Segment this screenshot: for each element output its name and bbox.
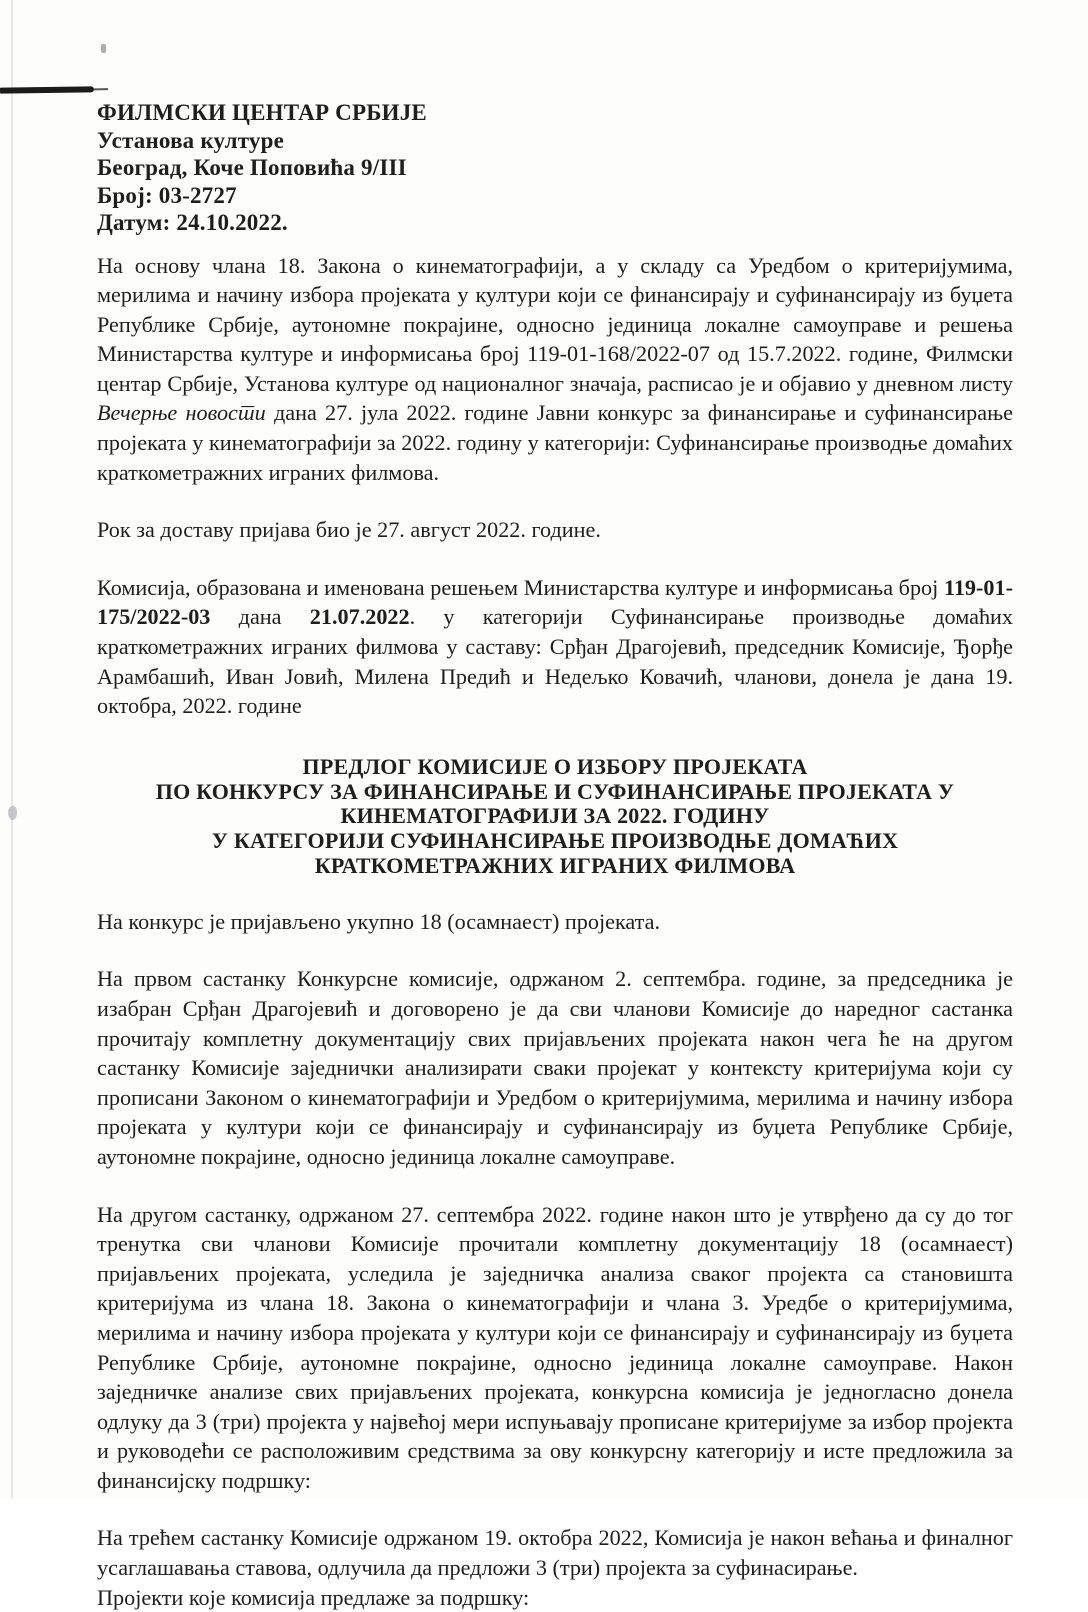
organization-name: ФИЛМСКИ ЦЕНТАР СРБИЈЕ: [97, 99, 1013, 127]
heading-line: ПРЕДЛОГ КОМИСИЈЕ О ИЗБОРУ ПРОЈЕКАТА: [303, 754, 808, 779]
paragraph: [97, 964, 1013, 1171]
paragraph: [97, 1523, 1013, 1582]
heading-line: КРАТКОМЕТРАЖНИХ ИГРАНИХ ФИЛМОВА: [315, 853, 796, 878]
heading-line: КИНЕМАТОГРАФИЈИ ЗА 2022. ГОДИНУ: [341, 803, 770, 828]
text-segment: дана 27. јула 2022. године Јавни конкурс за финансирање и суфинансирање пројеката у кинематографији за 2022. годину у категорији: Суфинансирање производње домаћих краткометражних играних филмова.: [97, 400, 1013, 484]
paragraph: [97, 251, 1013, 488]
scan-blob-artifact: [8, 806, 17, 820]
scan-stroke-artifact: [0, 86, 94, 93]
document-content: [97, 99, 1013, 1612]
text-segment: На основу члана 18. Закона о кинематографији, а у складу са Уредбом о критеријумима, мерилима и начину избора пројеката у култури који се финансирају и суфинансирају из буџета Републике Србије, аутономне покрајине, односно јединица локалне самоуправе и решења Министарства културе и информисања број 119-01-168/2022-07 од 15.7.2022. године, Филмски центар Србије, Установа културе од националног значаја, расписао је и објавио у дневном листу: [97, 253, 1013, 396]
text-segment: На трећем састанку Комисије одржаном 19. октобра 2022, Комисија је након већања и финалног усаглашавања ставова, одлучила да предложи 3 (три) пројекта за суфинасирање.: [97, 1525, 1013, 1580]
text-segment: дана: [210, 604, 309, 629]
text-segment: Рок за доставу пријава био је 27. август 2022. године.: [97, 517, 601, 542]
paragraph: [97, 1200, 1013, 1496]
text-segment: На конкурс је пријављено укупно 18 (осамнаест) пројеката.: [97, 909, 660, 934]
document-number: Број: 03-2727: [97, 182, 1013, 210]
text-segment: Комисија, образована и именована решењем Министарства културе и информисања број: [97, 575, 944, 600]
organization-address: Београд, Коче Поповића 9/III: [97, 154, 1013, 182]
heading-line: У КАТЕГОРИЈИ СУФИНАНСИРАЊЕ ПРОИЗВОДЊЕ ДОМАЋИХ: [212, 828, 898, 853]
document-heading: [97, 755, 1013, 879]
paragraph: [97, 907, 1013, 937]
paragraph: [97, 515, 1013, 545]
document-date: Датум: 24.10.2022.: [97, 209, 1013, 237]
letterhead: [97, 99, 1013, 237]
text-segment: На другом састанку, одржаном 27. септембра 2022. године након што је утврђено да су до тог тренутка сви чланови Комисије прочитали комплетну документацију 18 (осамнаест) пријављених пројеката, уследила је заједничка анализа сваког пројекта са становишта критеријума из члана 18. Закона о кинематографији и члана 3. Уредбе о критеријумима, мерилима и начину избора пројеката у култури који се финансирају и суфинансирају из буџета Републике Србије, аутономне покрајине, односно јединица локалне самоуправе. Након заједничке анализе свих пријављених пројеката, конкурсна комисија је једногласно донела одлуку да 3 (три) пројекта у највећој мери испуњавају прописане критеријуме за избор пројекта и руководећи се расположивим средствима за ову конкурсну категорију и исте предложила за финансијску подршку:: [97, 1202, 1013, 1493]
scan-speck-artifact: [101, 44, 106, 53]
paragraph: [97, 1583, 1013, 1612]
text-segment: Пројекти које комисија предлаже за подршку:: [97, 1585, 529, 1610]
text-segment: Вечерње новости: [97, 400, 266, 425]
organization-type: Установа културе: [97, 127, 1013, 155]
text-segment: 21.07.2022: [310, 604, 410, 629]
text-segment: На првом састанку Конкурсне комисије, одржаном 2. септембра. године, за председника је изабран Срђан Драгојевић и договорено је да сви чланови Комисије до наредног састанка прочитају комплетну документацију свих пријављених пројеката након чега ће на другом састанку Комисије заједнички анализирати сваки пројекат у контексту критеријума који су прописани Законом о кинематографији и Уредбом о критеријумима, мерилима и начину избора пројеката у култури који се финансирају и суфинансирају из буџета Републике Србије, аутономне покрајине, односно јединица локалне самоуправе.: [97, 966, 1013, 1169]
document-body: [97, 251, 1013, 1612]
scan-edge-line-artifact: [11, 0, 13, 1499]
paragraph: [97, 573, 1013, 721]
text-segment: . у категорији Суфинансирање производње домаћих краткометражних играних филмова у саставу: Срђан Драгојевић, председник Комисије, Ђорђе Арамбашић, Иван Јовић, Милена Предић и Недељко Ковачић, чланови, донела је дана 19. октобра, 2022. године: [97, 604, 1013, 718]
text-segment: 119-01-175/2022-03: [97, 575, 1013, 630]
heading-line: ПО КОНКУРСУ ЗА ФИНАНСИРАЊЕ И СУФИНАНСИРАЊЕ ПРОЈЕКАТА У: [156, 779, 954, 804]
